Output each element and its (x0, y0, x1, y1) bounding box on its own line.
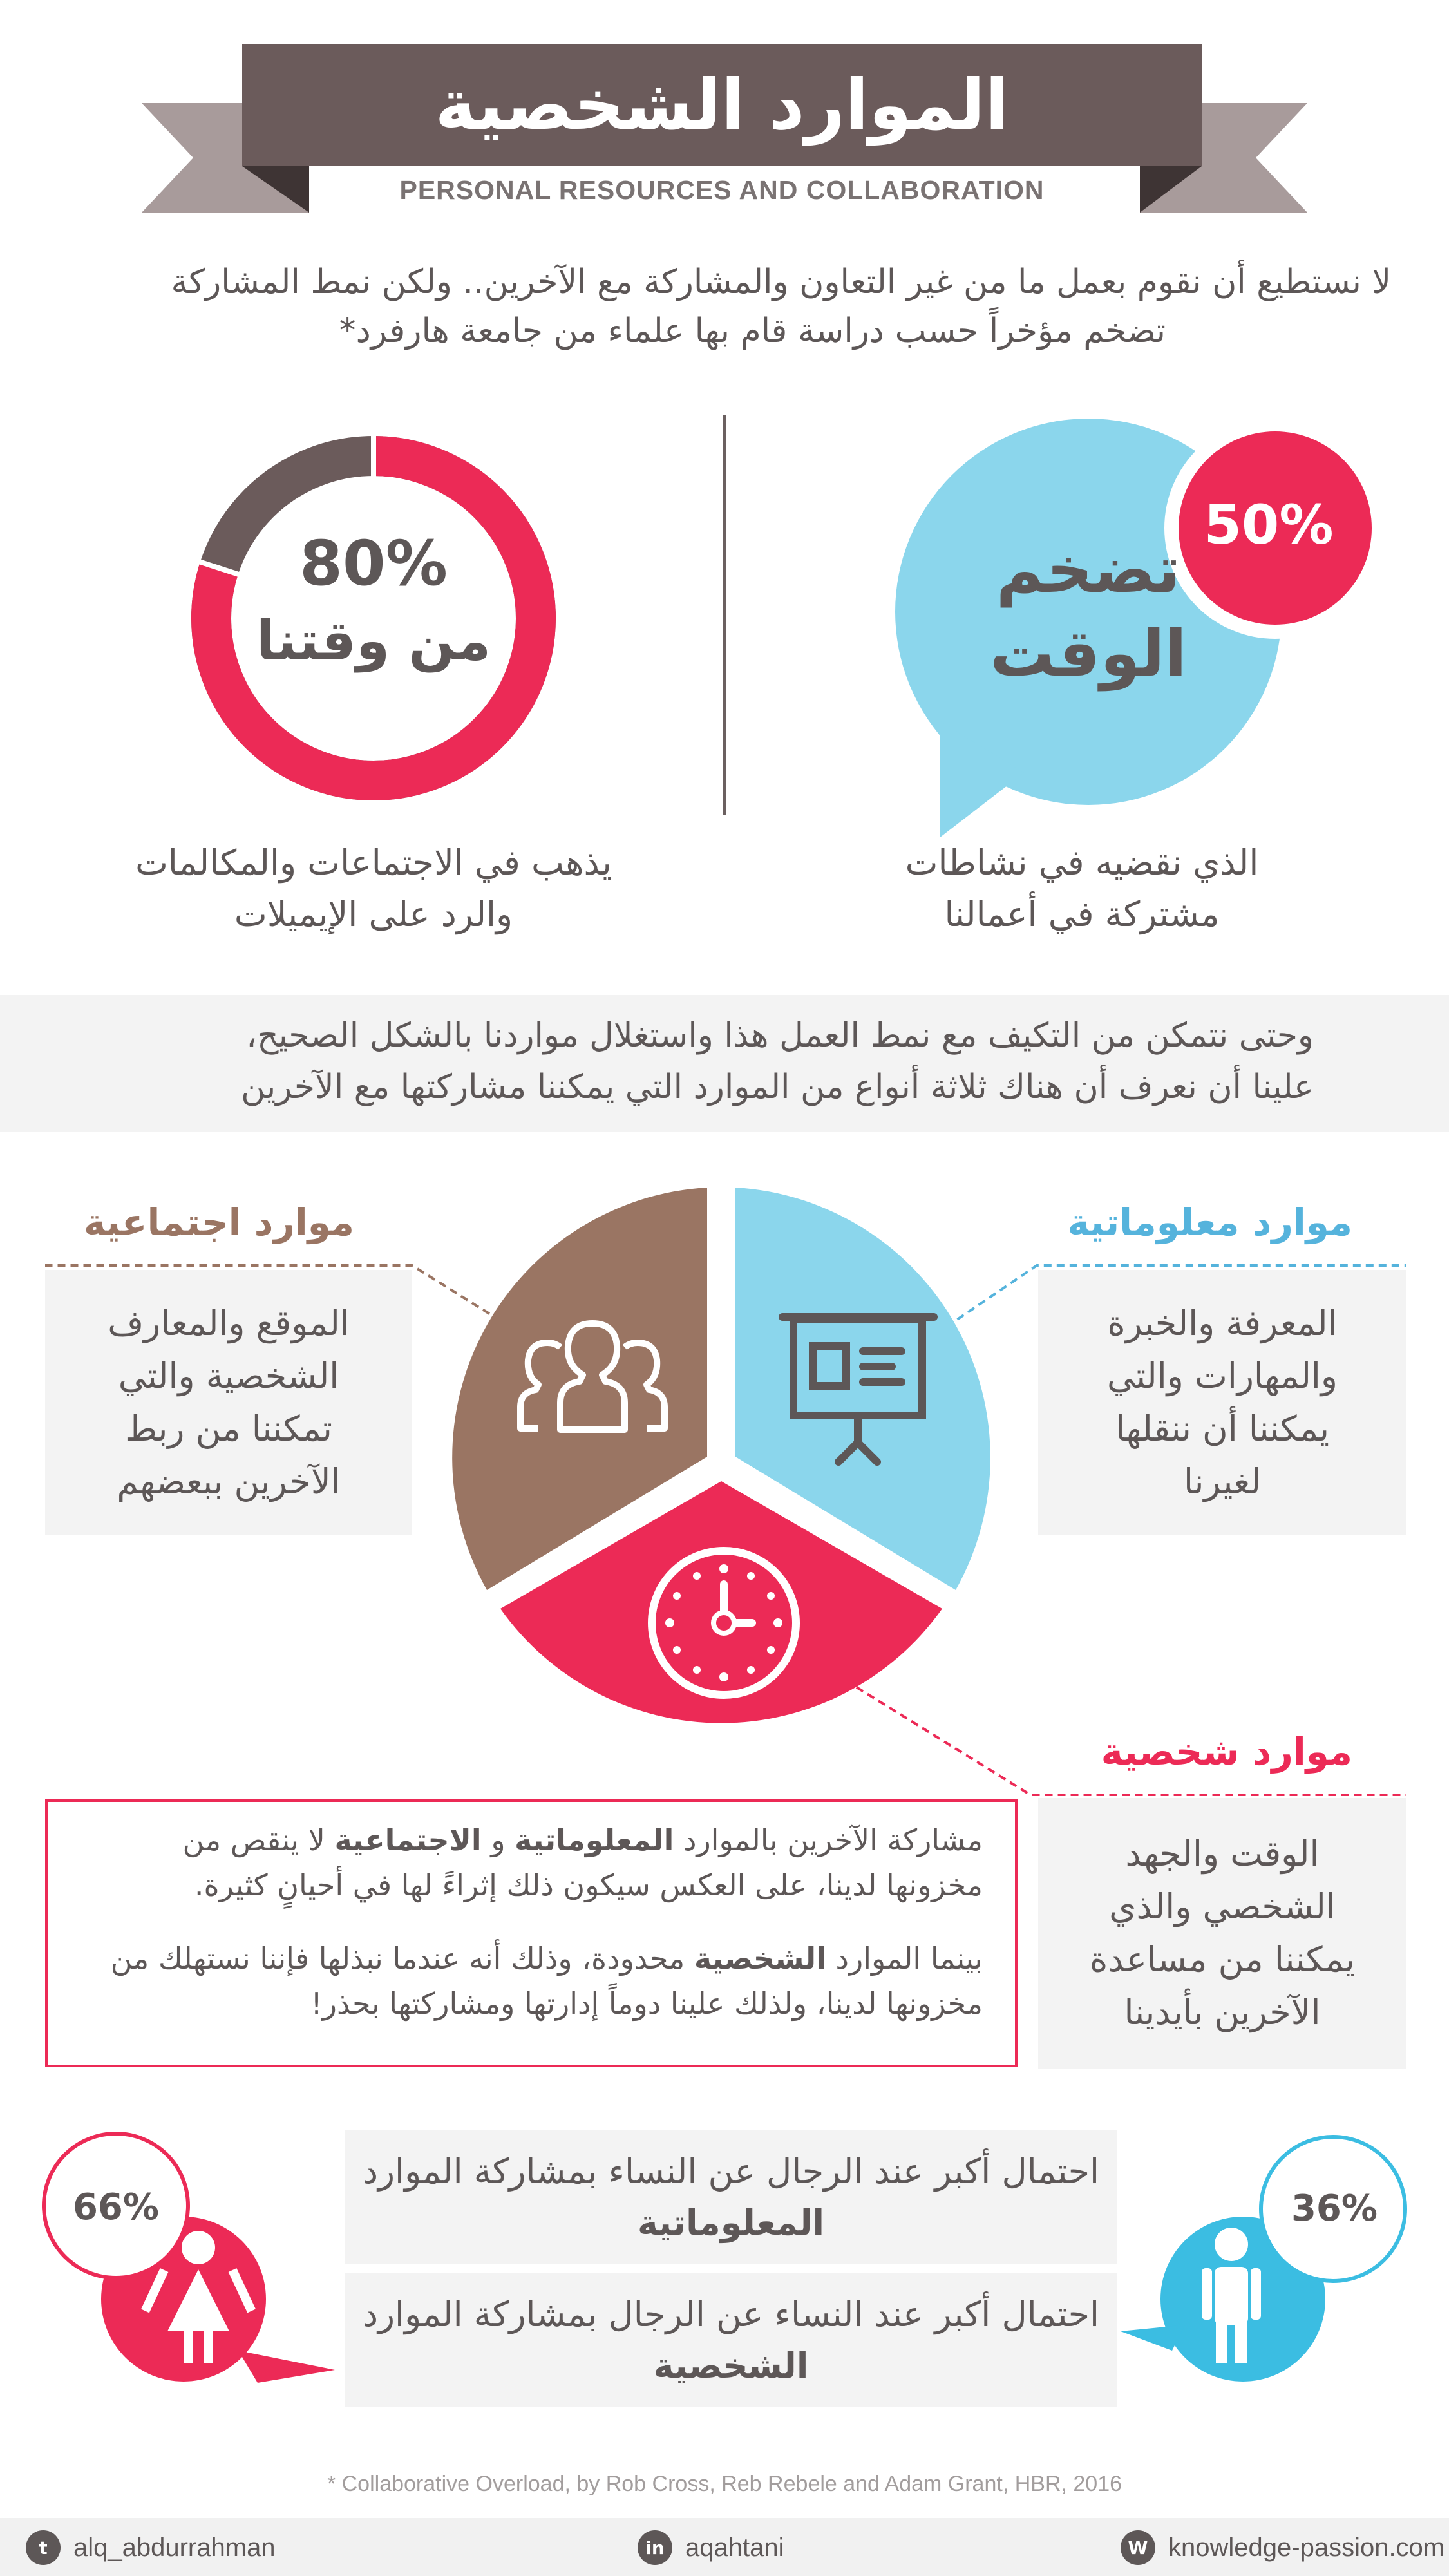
clock-icon (652, 1551, 796, 1695)
divider-line (723, 415, 726, 815)
gender-row-informational (345, 2130, 1117, 2264)
bubble-caption-line1: الذي نقضيه في نشاطات (905, 842, 1259, 883)
female-percent: 66% (72, 2186, 160, 2228)
band-line-2: علينا أن نعرف أن هناك ثلاثة أنواع من الموارد التي يمكننا مشاركتها مع الآخرين (241, 1068, 1314, 1106)
note-text: محدودة، وذلك أنه عندما نبذلها فإننا نستهلك من مخزونها لدينا، ولذلك علينا دوماً إدارتها ومشاركتها بحذر! (110, 1941, 983, 2021)
personal-title: موارد شخصية (1101, 1730, 1352, 1774)
note-box (45, 1799, 1018, 2067)
informational-description-text: المعرفة والخبرة والمهارات والتي يمكننا أن ننقلها لغيرنا (1106, 1303, 1338, 1502)
informational-description (1038, 1270, 1406, 1535)
footer-linkedin[interactable] (638, 2528, 784, 2567)
wordpress-icon: W (1121, 2530, 1155, 2565)
bubble-caption (857, 837, 1307, 940)
gender-row-bold: المعلوماتية (637, 2202, 825, 2243)
website-url: knowledge-passion.com (1168, 2533, 1445, 2562)
note-paragraph-1 (80, 1817, 983, 1908)
donut-caption-short: من وقتنا (256, 609, 491, 672)
informational-title: موارد معلوماتية (1067, 1200, 1352, 1244)
donut-caption-line2: والرد على الإيميلات (234, 894, 513, 934)
intro-paragraph (58, 258, 1391, 355)
note-bold: الاجتماعية (334, 1823, 482, 1857)
band-paragraph (103, 1010, 1314, 1113)
gender-row-text: احتمال أكبر عند الرجال عن النساء بمشاركة الموارد (362, 2151, 1100, 2192)
page-title: الموارد الشخصية (435, 64, 1009, 146)
band-line-1: وحتى نتمكن من التكيف مع نمط العمل هذا واستغلال مواردنا بالشكل الصحيح، (246, 1016, 1314, 1055)
note-bold: الشخصية (694, 1941, 826, 1976)
note-text: لا ينقص من مخزونها لدينا، على العكس سيكون ذلك إثراءً لها في أحيانٍ كثيرة. (182, 1823, 983, 1902)
bubble-label-line1: تضخم (996, 532, 1181, 607)
gender-row-text: احتمال أكبر عند النساء عن الرجال بمشاركة الموارد (362, 2294, 1100, 2334)
donut-caption-line1: يذهب في الاجتماعات والمكالمات (135, 842, 612, 883)
social-description-text: الموقع والمعارف الشخصية والتي تمكننا من ربط الآخرين ببعضهم (108, 1303, 350, 1502)
linkedin-handle: aqahtani (685, 2533, 784, 2562)
bubble-label-line2: الوقت (990, 616, 1187, 691)
male-bubble-tail (1121, 2325, 1185, 2351)
page-subtitle: PERSONAL RESOURCES AND COLLABORATION (399, 175, 1045, 205)
donut-caption (109, 837, 638, 940)
note-text: مشاركة الآخرين بالموارد (674, 1823, 983, 1857)
social-title: موارد اجتماعية (84, 1200, 354, 1244)
twitter-icon: t (26, 2530, 61, 2565)
twitter-handle: alq_abdurrahman (73, 2533, 276, 2562)
note-paragraph-2 (80, 1936, 983, 2026)
social-description (45, 1270, 412, 1535)
personal-description-text: الوقت والجهد الشخصي والذي يمكننا من مساعدة الآخرين بأيدينا (1090, 1833, 1355, 2032)
note-text: بينما الموارد (826, 1941, 983, 1976)
badge-percent: 50% (1204, 493, 1334, 556)
footer-website[interactable] (1121, 2528, 1444, 2567)
gender-row-bold: الشخصية (653, 2345, 809, 2386)
bubble-caption-line2: مشتركة في أعمالنا (944, 894, 1220, 934)
donut-label (187, 528, 560, 683)
gender-row-personal (345, 2273, 1117, 2407)
note-bold: المعلوماتية (515, 1823, 674, 1857)
intro-line-2: تضخم مؤخراً حسب دراسة قام بها علماء من جامعة هارفرد* (339, 312, 1166, 350)
female-bubble-tail (238, 2351, 335, 2383)
male-percent: 36% (1291, 2188, 1378, 2230)
footer-twitter[interactable] (26, 2528, 276, 2567)
personal-description (1038, 1798, 1406, 2069)
note-text: و (481, 1823, 515, 1857)
intro-line-1: لا نستطيع أن نقوم بعمل ما من غير التعاون والمشاركة مع الآخرين.. ولكن نمط المشاركة (171, 263, 1391, 301)
donut-percent: 80% (299, 527, 448, 600)
linkedin-icon: in (638, 2530, 672, 2565)
source-citation: * Collaborative Overload, by Rob Cross, Reb Rebele and Adam Grant, HBR, 2016 (327, 2472, 1122, 2496)
